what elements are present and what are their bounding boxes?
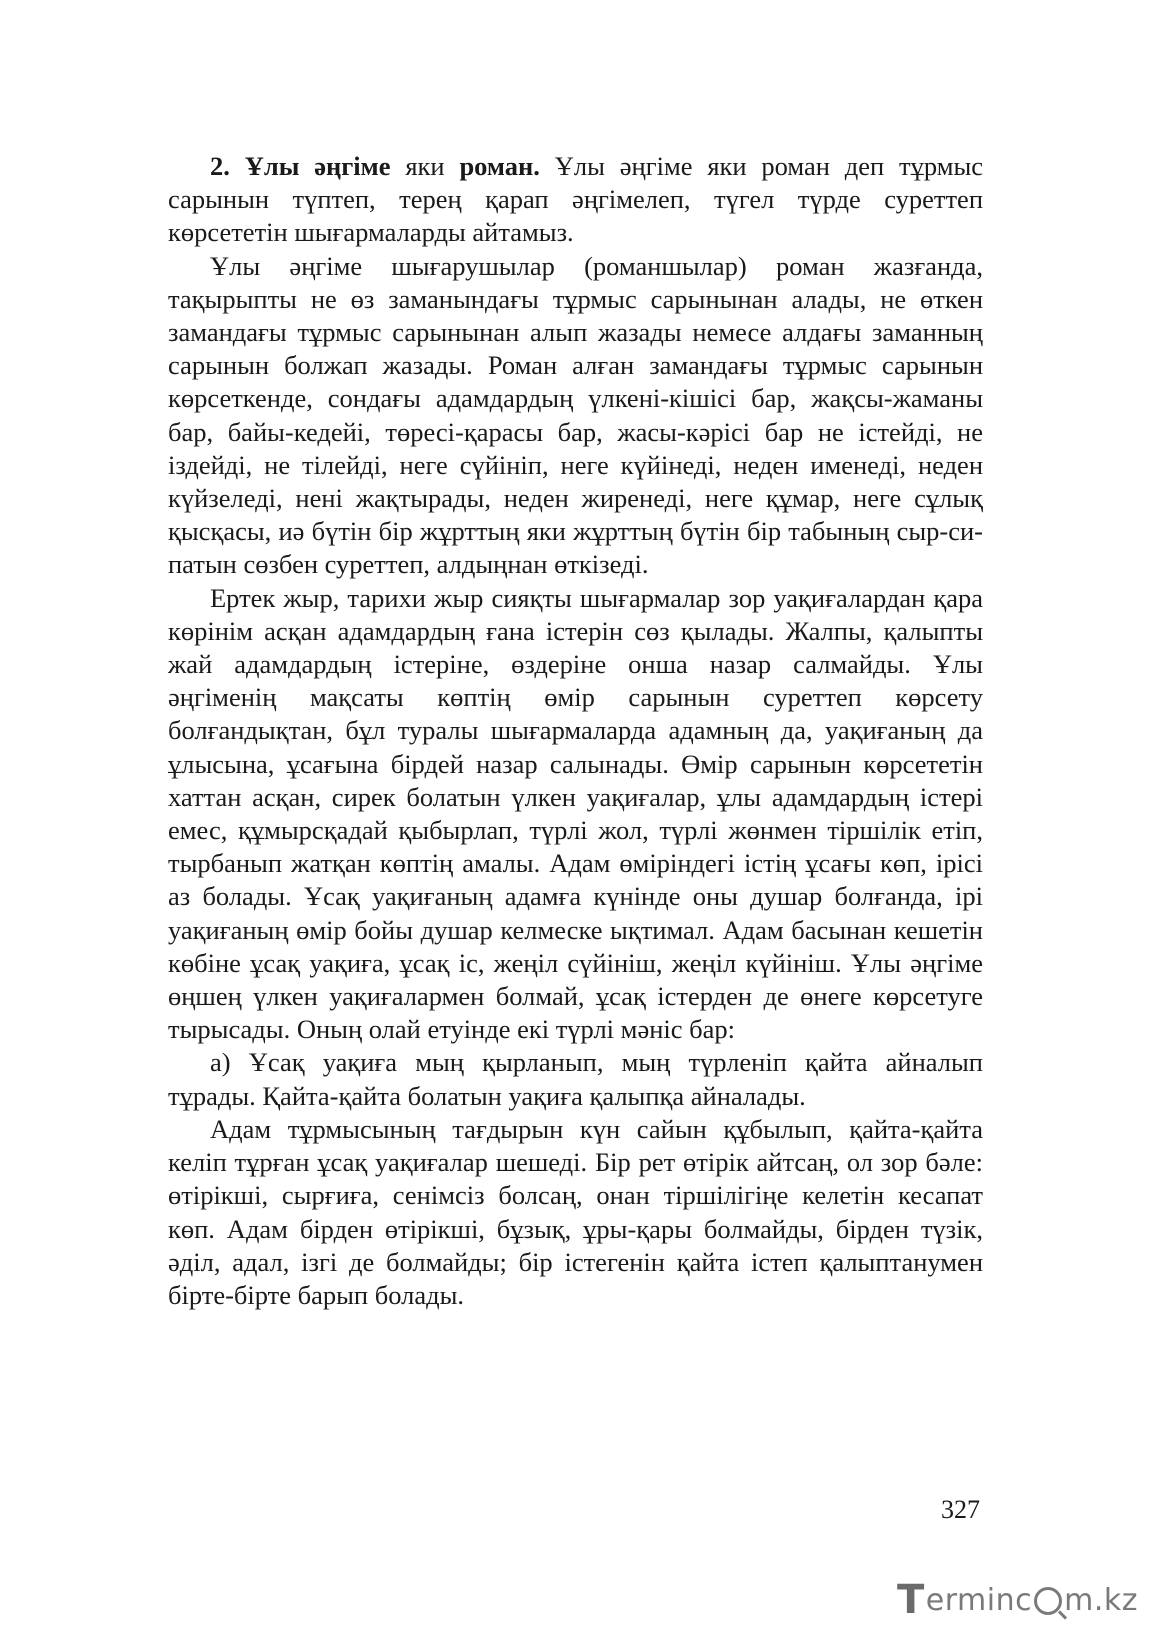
terminology-watermark xyxy=(897,1577,1138,1623)
paragraph-3: Ертек жыр, тарихи жыр сияқты шығармалар зор уақиғалардан қара көрінім асқан адамдардың ғана істерін сөз қылады. Жалпы, қалыпты жай адамдардың істеріне, өздеріне онша назар салмайды. Ұлы әңгіменің мақсаты көптің өмір сарынын суреттеп көрсету болғандықтан, бұл туралы шығармаларда адамның да, уақиғаның да ұлысына, ұсағына бірдей назар салынады. Өмір сарынын көрсететін хаттан асқан, сирек болатын үлкен уақиғалар, ұлы адамдардың істері емес, құмырсқадай қыбырлап, түрлі жол, түрлі жөнмен тіршілік етіп, тырбанып жатқан көптің амалы. Адам өміріндегі істің ұсағы көп, ірісі аз болады. Ұсақ уақиғаның адамға күнінде оны душар болғанда, ірі уақиғаның өмір бойы душар келмеске ықтимал. Адам басынан кешетін көбіне ұсақ уақиға, ұсақ іс, жеңіл сүйініш, жеңіл күйініш. Ұлы әңгіме өңшең үлкен уақиғалармен болмай, ұсақ істерден де өнеге көрсетуге тырысады. Оның олай етуінде екі түрлі мәніс бар: xyxy=(168,582,983,1045)
heading-conjunction: яки xyxy=(405,151,445,181)
paragraph-4: а) Ұсақ уақиға мың қырланып, мың түрленіп қайта айналып тұрады. Қайта-қайта болатын уақиға қалыпқа айналады. xyxy=(168,1047,983,1111)
page-number: 327 xyxy=(941,1495,980,1524)
heading-term-2: роман. xyxy=(459,151,540,181)
section-number: 2. xyxy=(210,151,230,181)
paragraph-1-text: Ұлы әңгіме яки роман деп тұрмыс сарынын түптеп, терең қарап әңгімелеп, түгел түрде суреттеп көрсететін шығармаларды айтамыз. xyxy=(168,151,984,248)
paragraph-2: Ұлы әңгіме шығарушылар (романшылар) роман жазғанда, тақырыпты не өз заманындағы тұрмыс сарынынан алады, не өткен замандағы тұрмыс сарынынан алып жазады немесе алдағы заманның сарынын болжап жазады. Роман алған замандағы тұрмыс сарынын көрсеткенде, сондағы адамдардың үлкені-кішісі бар, жақсы-жаманы бар, байы-кедейі, төресі-қарасы бар, жасы-кәрісі бар не істейді, не іздейді, не тілейді, неге сүйініп, неге күйінеді, неден именеді, неден күйзеледі, нені жақтырады, неден жиренеді, неге құмар, неге сұлық қысқасы, иә бүтін бір жұрттың яки жұрттың бүтін бір табының сыр-сипатын сөзбен суреттеп, алдыңнан өткізеді. xyxy=(168,250,983,580)
watermark-letter-t: T xyxy=(896,1577,925,1623)
heading-term-1: Ұлы әңгіме xyxy=(244,151,391,181)
magnifier-icon xyxy=(1034,1587,1062,1615)
page-body xyxy=(168,150,983,1312)
paragraph-1 xyxy=(168,150,983,250)
watermark-text-2: m.kz xyxy=(1064,1582,1138,1618)
paragraph-5: Адам тұрмысының тағдырын күн сайын құбылып, қайта-қайта келіп тұрған ұсақ уақиғалар шешеді. Бір рет өтірік айтсаң, ол зор бәле: өтірікші, сырғиға, сенімсіз болсаң, онан тіршілігіңе келетін кесапат көп. Адам бірден өтірікші, бұзық, ұры-қары болмайды, бірден түзік, әділ, адал, ізгі де болмайды; бір істегенін қайта істеп қалыптанумен бірте-бірте барып болады. xyxy=(168,1113,983,1310)
watermark-text-1: erminc xyxy=(925,1582,1033,1618)
